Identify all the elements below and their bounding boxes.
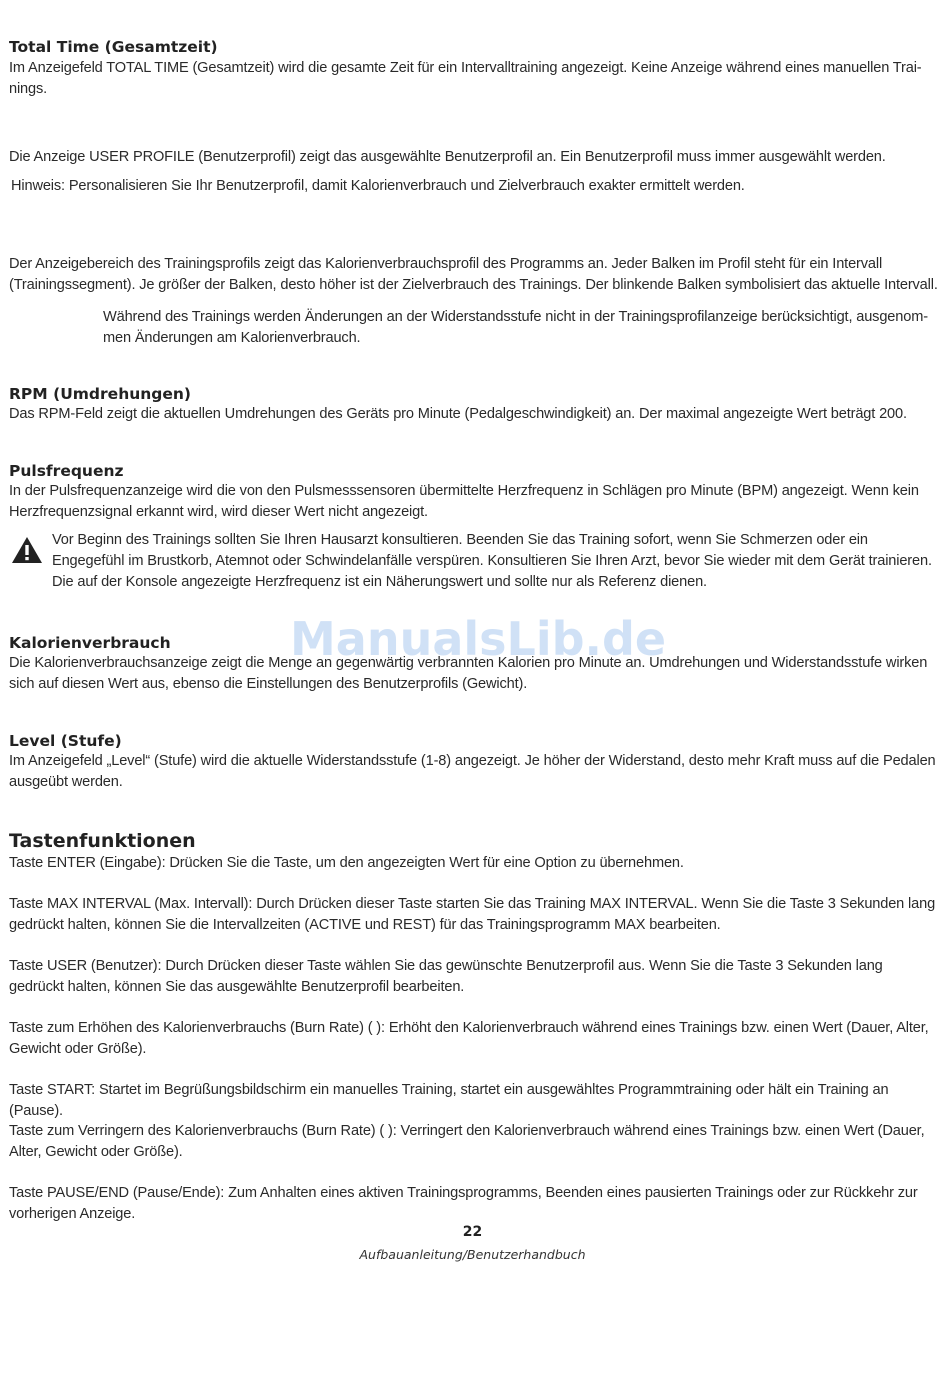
button-user: Taste USER (Benutzer): Durch Drücken dieser Taste wählen Sie das gewünschte Benutzerprofil aus. Wenn Sie die Taste 3 Sekunden lang gedrückt halten, können Sie das ausgewählte Benutzerprofil bearbeiten.	[9, 958, 883, 995]
rpm-heading: RPM (Umdrehungen)	[9, 385, 192, 403]
user-profile-text: Die Anzeige USER PROFILE (Benutzerprofil) zeigt das ausgewählte Benutzerprofil an. Ein Benutzerprofil muss immer ausgewählt werden.	[9, 149, 886, 165]
button-enter: Taste ENTER (Eingabe): Drücken Sie die Taste, um den angezeigten Wert für eine Option zu übernehmen.	[9, 855, 684, 871]
level-text: Im Anzeigefeld „Level“ (Stufe) wird die aktuelle Widerstandsstufe (1-8) angezeigt. Je höher der Widerstand, desto mehr Kraft muss auf die Pedalen ausgeübt werden.	[9, 753, 936, 790]
user-profile-hint: Hinweis: Personalisieren Sie Ihr Benutzerprofil, damit Kalorienverbrauch und Zielverbrauch exakter ermittelt werden.	[11, 178, 745, 194]
page-number: 22	[462, 1224, 483, 1240]
pulse-heading: Pulsfrequenz	[9, 462, 124, 480]
button-increase: Taste zum Erhöhen des Kalorienverbrauchs (Burn Rate) ( ): Erhöht den Kalorienverbrauch während eines Trainings bzw. einen Wert (Dauer, Alter, Gewicht oder Größe).	[9, 1020, 929, 1057]
training-profile-note: Während des Trainings werden Änderungen an der Widerstandsstufe nicht in der Trainingsprofilanzeige berücksichtigt, ausgenom-men Änderungen am Kalorienverbrauch.	[103, 309, 928, 346]
button-decrease: Taste zum Verringern des Kalorienverbrauchs (Burn Rate) ( ): Verringert den Kalorienverbrauch während eines Trainings bzw. einen Wert (Dauer, Alter, Gewicht oder Größe).	[9, 1123, 925, 1160]
warning-icon	[11, 535, 43, 565]
buttons-heading: Tastenfunktionen	[9, 830, 196, 852]
total-time-heading: Total Time (Gesamtzeit)	[9, 38, 218, 56]
footer: Aufbauanleitung/Benutzerhandbuch	[359, 1247, 586, 1262]
calories-heading: Kalorienverbrauch	[9, 634, 171, 652]
pulse-warning: Vor Beginn des Trainings sollten Sie Ihren Hausarzt konsultieren. Beenden Sie das Training sofort, wenn Sie Schmerzen oder ein Engegefühl im Brustkorb, Atemnot oder Schwindelanfälle verspüren. Konsultieren Sie Ihren Arzt, bevor Sie wieder mit dem Gerät trainieren. Die auf der Konsole angezeigte Herzfrequenz ist ein Näherungswert und sollte nur als Referenz dienen.	[52, 532, 932, 590]
rpm-text: Das RPM-Feld zeigt die aktuellen Umdrehungen des Geräts pro Minute (Pedalgeschwindigkeit) an. Der maximal angezeigte Wert beträgt 200.	[9, 406, 907, 422]
button-max-interval: Taste MAX INTERVAL (Max. Intervall): Durch Drücken dieser Taste starten Sie das Training MAX INTERVAL. Wenn Sie die Taste 3 Sekunden lang gedrückt halten, können Sie die Intervallzeiten (ACTIVE und REST) für das Trainingsprogramm MAX bearbeiten.	[9, 896, 936, 933]
training-profile-text: Der Anzeigebereich des Trainingsprofils zeigt das Kalorienverbrauchsprofil des Programms an. Jeder Balken im Profil steht für ein Intervall (Trainingssegment). Je größer der Balken, desto höher ist der Zielverbrauch des Trainings. Der blinkende Balken symbolisiert das aktuelle Intervall.	[9, 256, 938, 293]
calories-text: Die Kalorienverbrauchsanzeige zeigt die Menge an gegenwärtig verbrannten Kalorien pro Minute an. Umdrehungen und Widerstandsstufe wirken sich auf diesen Wert aus, ebenso die Einstellungen des Benutzerprofils (Gewicht).	[9, 655, 928, 692]
pulse-text: In der Pulsfrequenzanzeige wird die von den Pulsmesssensoren übermittelte Herzfrequenz in Schlägen pro Minute (BPM) angezeigt. Wenn kein Herzfrequenzsignal erkannt wird, wird dieser Wert nicht angezeigt.	[9, 483, 919, 520]
button-start: Taste START: Startet im Begrüßungsbildschirm ein manuelles Training, startet ein ausgewähltes Programmtraining oder hält ein Training an (Pause).	[9, 1082, 889, 1119]
level-heading: Level (Stufe)	[9, 732, 122, 750]
watermark: ManualsLib.de	[290, 612, 667, 666]
button-pause-end: Taste PAUSE/END (Pause/Ende): Zum Anhalten eines aktiven Trainingsprogramms, Beenden eines pausierten Trainings oder zur Rückkehr zur vorherigen Anzeige.	[9, 1185, 918, 1222]
total-time-text: Im Anzeigefeld TOTAL TIME (Gesamtzeit) wird die gesamte Zeit für ein Intervalltraining angezeigt. Keine Anzeige während eines manuellen Trai-nings.	[9, 60, 922, 97]
